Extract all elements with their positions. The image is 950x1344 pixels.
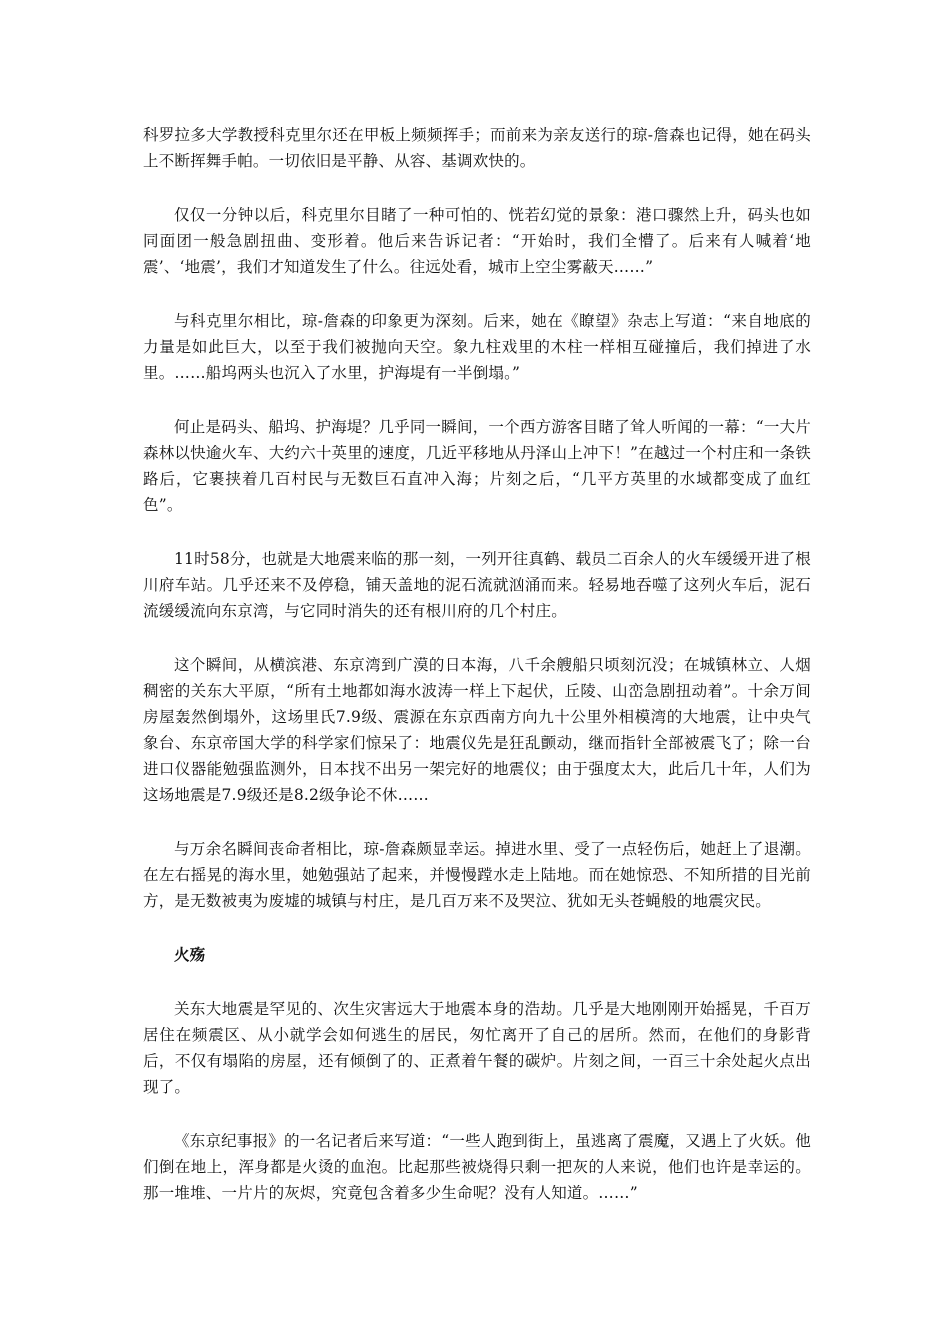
paragraph-6: 这个瞬间，从横滨港、东京湾到广漠的日本海，八千余艘船只顷刻沉没；在城镇林立、人烟稠密的关东大平原，“所有土地都如海水波涛一样上下起伏，丘陵、山峦急剧扭动着”。十余万间房屋轰然倒塌外，这场里氏7.9级、震源在东京西南方向九十公里外相模湾的大地震，让中央气象台、东京帝国大学的科学家们惊呆了：地震仪先是狂乱颤动，继而指针全部被震飞了；除一台进口仪器能勉强监测外，日本找不出另一架完好的地震仪；由于强度太大，此后几十年，人们为这场地震是7.9级还是8.2级争论不休…… xyxy=(143,656,811,804)
document-body xyxy=(143,122,811,1234)
section-paragraph-2: 《东京纪事报》的一名记者后来写道：“一些人跑到街上，虽逃离了震魔，又遇上了火妖。他们倒在地上，浑身都是火烫的血泡。比起那些被烧得只剩一把灰的人来说，他们也许是幸运的。那一堆堆、一片片的灰烬，究竟包含着多少生命呢？没有人知道。……” xyxy=(143,1132,811,1202)
paragraph-5: 11时58分，也就是大地震来临的那一刻，一列开往真鹤、载员二百余人的火车缓缓开进了根川府车站。几乎还来不及停稳，铺天盖地的泥石流就汹涌而来。轻易地吞噬了这列火车后，泥石流缓缓流向东京湾，与它同时消失的还有根川府的几个村庄。 xyxy=(143,550,811,620)
paragraph-4: 何止是码头、船坞、护海堤？几乎同一瞬间，一个西方游客目睹了耸人听闻的一幕：“一大片森林以快逾火车、大约六十英里的速度，几近平移地从丹泽山上冲下！”在越过一个村庄和一条铁路后，它裹挟着几百村民与无数巨石直冲入海；片刻之后，“几平方英里的水域都变成了血红色”。 xyxy=(143,418,811,514)
section-paragraph-1: 关东大地震是罕见的、次生灾害远大于地震本身的浩劫。几乎是大地刚刚开始摇晃，千百万居住在频震区、从小就学会如何逃生的居民，匆忙离开了自己的居所。然而，在他们的身影背后，不仅有塌陷的房屋，还有倾倒了的、正煮着午餐的碳炉。片刻之间，一百三十余处起火点出现了。 xyxy=(143,1000,811,1096)
paragraph-3: 与科克里尔相比，琼-詹森的印象更为深刻。后来，她在《瞭望》杂志上写道：“来自地底的力量是如此巨大，以至于我们被抛向天空。象九柱戏里的木柱一样相互碰撞后，我们掉进了水里。……船坞两头也沉入了水里，护海堤有一半倒塌。” xyxy=(143,312,811,382)
paragraph-2: 仅仅一分钟以后，科克里尔目睹了一种可怕的、恍若幻觉的景象：港口骤然上升，码头也如同面团一般急剧扭曲、变形着。他后来告诉记者：“开始时，我们全懵了。后来有人喊着‘地震’、‘地震’，我们才知道发生了什么。往远处看，城市上空尘雾蔽天……” xyxy=(143,206,811,276)
paragraph-7: 与万余名瞬间丧命者相比，琼-詹森颇显幸运。掉进水里、受了一点轻伤后，她赶上了退潮。在左右摇晃的海水里，她勉强站了起来，并慢慢蹚水走上陆地。而在她惊恐、不知所措的目光前方，是无数被夷为废墟的城镇与村庄，是几百万来不及哭泣、犹如无头苍蝇般的地震灾民。 xyxy=(143,840,811,910)
paragraph-1: 科罗拉多大学教授科克里尔还在甲板上频频挥手；而前来为亲友送行的琼-詹森也记得，她在码头上不断挥舞手帕。一切依旧是平静、从容、基调欢快的。 xyxy=(143,126,811,170)
section-heading: 火殇 xyxy=(174,946,206,964)
